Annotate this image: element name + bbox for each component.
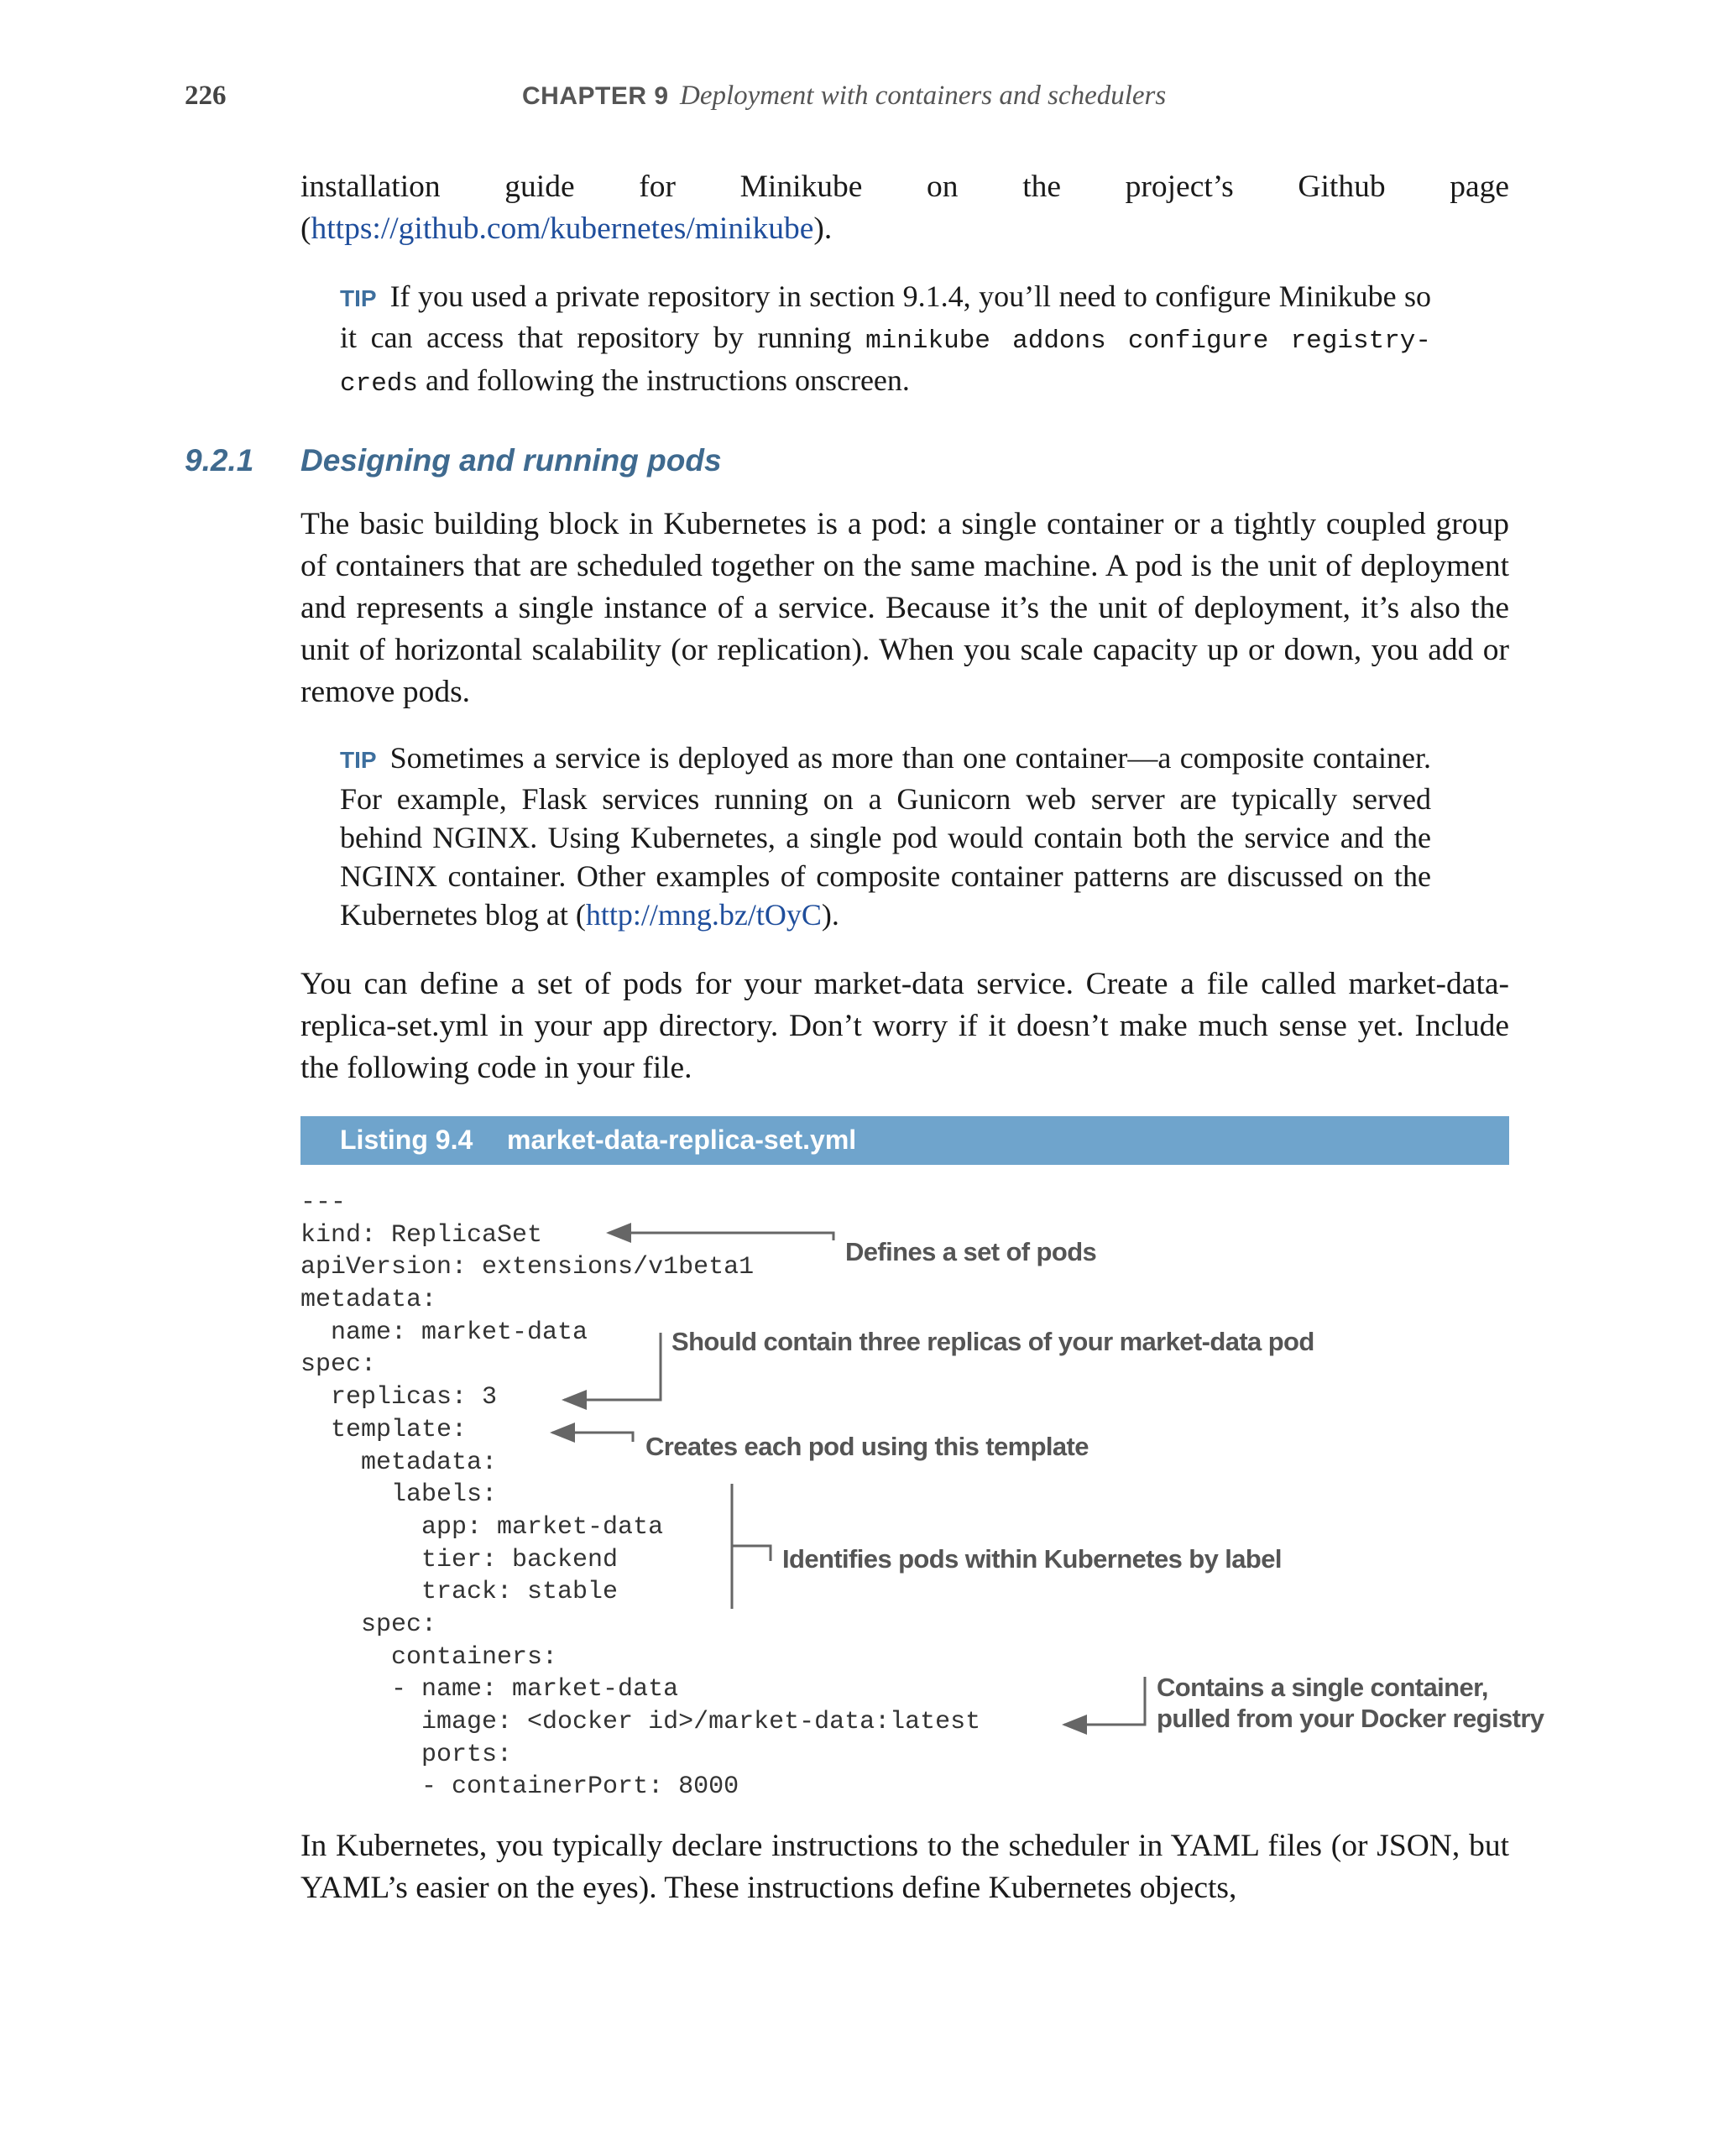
code-line: track: stable — [300, 1578, 619, 1607]
bracket-labels-tick — [732, 1546, 771, 1561]
tip-label: TIP — [340, 747, 377, 773]
code-line: ports: — [300, 1740, 513, 1769]
code-line: labels: — [300, 1480, 498, 1510]
code-line: tier: backend — [300, 1545, 619, 1574]
code-line: kind: ReplicaSet — [300, 1220, 543, 1250]
tip-label: TIP — [340, 285, 377, 311]
code-line: app: market-data — [300, 1512, 664, 1542]
code-line: spec: — [300, 1610, 437, 1639]
tip-text: If you used a private repository in section 9.1.4, you’ll need to configure Minikube so it can access that repository by running — [340, 279, 1431, 354]
yaml-paragraph: In Kubernetes, you typically declare instructions to the scheduler in YAML files (or JSON, but YAML’s easier on the eyes). These instructions define Kubernetes objects, — [300, 1829, 1509, 1905]
code-line: --- — [300, 1188, 347, 1217]
code-line: metadata: — [300, 1448, 498, 1477]
code-line: image: <docker id>/market-data:latest — [300, 1708, 981, 1736]
define-pods-paragraph: You can define a set of pods for your market-data service. Create a file called market-data-replica-set.yml in your app directory. Don’t worry if it doesn’t make much sense yet. Include the following code in your file. — [300, 967, 1509, 1085]
code-line: spec: — [300, 1350, 377, 1380]
annotation-kind: Defines a set of pods — [845, 1237, 1097, 1266]
kubernetes-blog-link[interactable]: http://mng.bz/tOyC — [585, 898, 822, 932]
chapter-title: Deployment with containers and schedulers — [680, 81, 1167, 111]
annotation-labels: Identifies pods within Kubernetes by label — [782, 1544, 1282, 1574]
pod-paragraph: The basic building block in Kubernetes is a pod: a single container or a tightly coupled group of containers that are scheduled together on the same machine. A pod is the unit of deployment and represents a single instance of a service. Because it’s the unit of deployment, it’s also the unit of horizontal scalability (or replication). When you scale capacity up or down, you add or remove pods. — [300, 507, 1509, 709]
tip-text-end: ). — [821, 898, 839, 932]
code-line: - name: market-data — [300, 1675, 679, 1704]
arrow-template — [552, 1433, 633, 1442]
annotation-replicas: Should contain three replicas of your market-data pod — [671, 1327, 1314, 1356]
section-number: 9.2.1 — [185, 443, 254, 478]
minikube-link[interactable]: https://github.com/kubernetes/minikube — [311, 211, 814, 246]
annotation-template: Creates each pod using this template — [645, 1432, 1089, 1461]
annotation-container-line1: Contains a single container, — [1157, 1673, 1488, 1702]
listing-number: Listing 9.4 — [340, 1125, 473, 1155]
code-line: name: market-data — [300, 1318, 588, 1347]
tip-text-end: and following the instructions onscreen. — [418, 363, 910, 397]
intro-text-end: ). — [813, 211, 833, 246]
code-line: metadata: — [300, 1286, 437, 1315]
code-line: replicas: 3 — [300, 1383, 498, 1412]
arrow-container — [1064, 1677, 1145, 1725]
code-line: apiVersion: extensions/v1beta1 — [300, 1253, 755, 1282]
arrow-kind — [609, 1233, 833, 1240]
tip-inline-code: minikube addons configure registry-creds — [340, 326, 1431, 399]
chapter-label: CHAPTER 9 — [522, 82, 669, 110]
section-title: Designing and running pods — [300, 443, 722, 478]
listing-filename: market-data-replica-set.yml — [507, 1125, 857, 1155]
code-line: containers: — [300, 1642, 558, 1672]
code-line: template: — [300, 1415, 468, 1444]
tip-text: Sometimes a service is deployed as more than one container—a composite container. For example, Flask services running on a Gunicorn web server are typically served behind NGINX. Using Kubernetes, a single pod would contain both the service and the NGINX container. Other examples of composite container patterns are discussed on the Kubernetes blog at ( — [340, 741, 1431, 932]
page-number: 226 — [185, 81, 227, 111]
annotation-container-line2: pulled from your Docker registry — [1157, 1704, 1544, 1733]
code-line: - containerPort: 8000 — [300, 1772, 739, 1802]
arrow-replicas — [564, 1333, 661, 1400]
intro-text: installation guide for Minikube on the project’s Github page ( — [300, 170, 1509, 246]
